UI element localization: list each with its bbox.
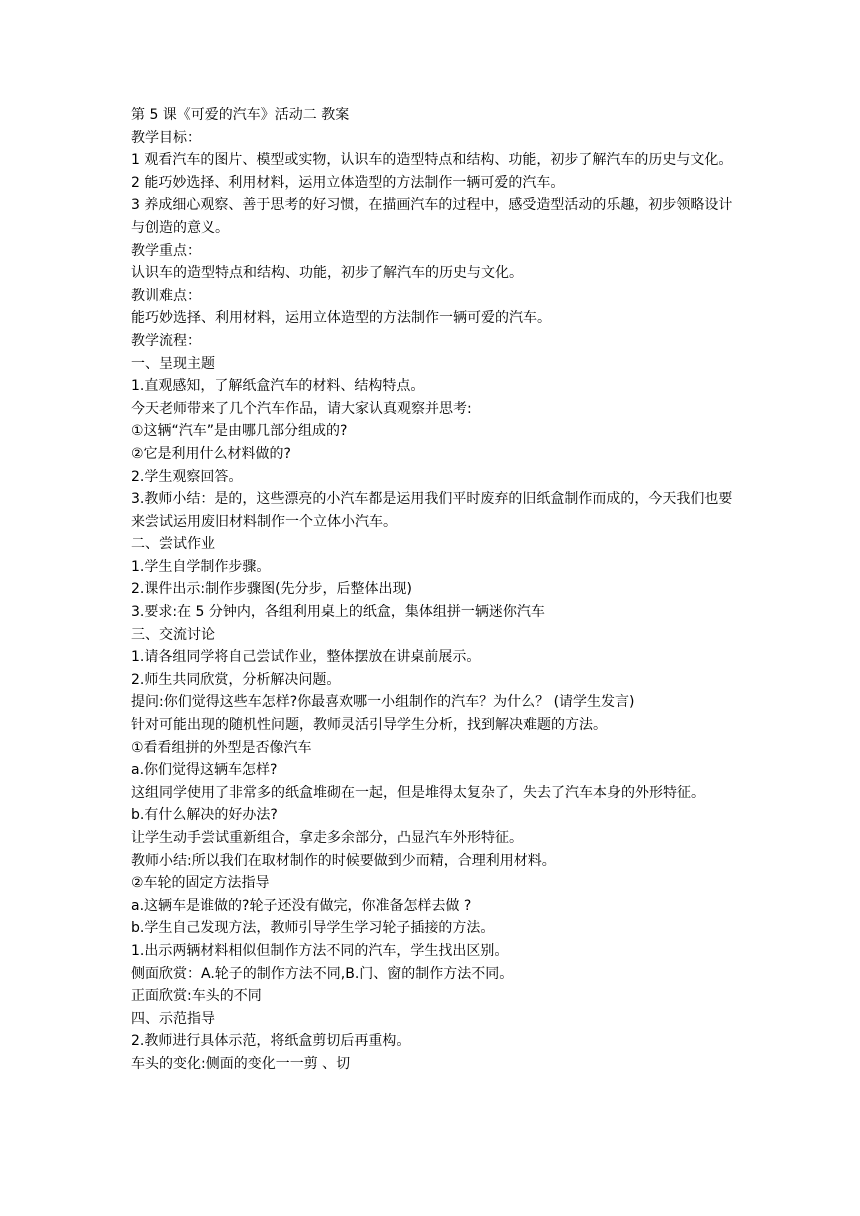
paragraph: 2.师生共同欣赏，分析解决问题。 bbox=[131, 671, 341, 688]
paragraph: 2.课件出示:制作步骤图(先分步，后整体出现) bbox=[131, 581, 412, 598]
paragraph: 让学生动手尝试重新组合，拿走多余部分，凸显汽车外形特征。 bbox=[131, 830, 523, 846]
section-heading-2: 二、尝试作业 bbox=[131, 536, 215, 553]
paragraph: 3.要求:在 5 分钟内，各组利用桌上的纸盒，集体组拼一辆迷你汽车 bbox=[131, 604, 545, 621]
paragraph: 1.学生自学制作步骤。 bbox=[131, 558, 271, 575]
goal-item-1: 1 观看汽车的图片、模型或实物，认识车的造型特点和结构、功能，初步了解汽车的历史与文化。 bbox=[131, 152, 733, 169]
heading-process: 教学流程： bbox=[131, 332, 201, 349]
difficulties-text: 能巧妙选择、利用材料，运用立体造型的方法制作一辆可爱的汽车。 bbox=[131, 310, 551, 327]
paragraph: 正面欣赏:车头的不同 bbox=[131, 988, 262, 1005]
paragraph: 这组同学使用了非常多的纸盒堆砌在一起，但是堆得太复杂了，失去了汽车本身的外形特征。 bbox=[131, 784, 705, 801]
key-points-text: 认识车的造型特点和结构、功能，初步了解汽车的历史与文化。 bbox=[131, 265, 523, 282]
paragraph: 侧面欣赏：A.轮子的制作方法不同,B.门、窗的制作方法不同。 bbox=[131, 965, 514, 982]
document-title: 第 5 课《可爱的汽车》活动二 教案 bbox=[131, 107, 350, 123]
section-heading-4: 四、示范指导 bbox=[131, 1010, 215, 1027]
document-body bbox=[131, 104, 741, 1076]
section-heading-3: 三、交流讨论 bbox=[131, 626, 215, 643]
paragraph: ①这辆“汽车”是由哪几部分组成的? bbox=[131, 423, 348, 440]
goal-item-3: 3 养成细心观察、善于思考的好习惯，在描画汽车的过程中，感受造型活动的乐趣，初步领略设计与创造的意义。 bbox=[131, 197, 733, 236]
paragraph: 车头的变化:侧面的变化一一剪 、切 bbox=[131, 1055, 351, 1072]
paragraph: 教师小结:所以我们在取材制作的时候要做到少而精，合理利用材料。 bbox=[131, 852, 556, 869]
paragraph: 2.教师进行具体示范，将纸盒剪切后再重构。 bbox=[131, 1033, 411, 1050]
goal-item-2: 2 能巧妙选择、利用材料，运用立体造型的方法制作一辆可爱的汽车。 bbox=[131, 174, 565, 191]
paragraph: 3.教师小结：是的，这些漂亮的小汽车都是运用我们平时废弃的旧纸盒制作而成的，今天我们也要来尝试运用废旧材料制作一个立体小汽车。 bbox=[131, 491, 733, 530]
paragraph: 2.学生观察回答。 bbox=[131, 468, 243, 485]
paragraph: ②它是利用什么材料做的? bbox=[131, 445, 291, 462]
paragraph: 1.直观感知，了解纸盒汽车的材料、结构特点。 bbox=[131, 378, 425, 395]
paragraph: b.学生自己发现方法，教师引导学生学习轮子插接的方法。 bbox=[131, 920, 495, 937]
paragraph: 提问:你们觉得这些车怎样?你最喜欢哪一小组制作的汽车？为什么？ (请学生发言) bbox=[131, 694, 635, 711]
paragraph: ②车轮的固定方法指导 bbox=[131, 875, 270, 892]
paragraph: 1.出示两辆材料相似但制作方法不同的汽车，学生找出区别。 bbox=[131, 942, 509, 959]
heading-teaching-goals: 教学目标： bbox=[131, 129, 201, 146]
paragraph: ①看看组拼的外型是否像汽车 bbox=[131, 739, 312, 756]
paragraph: 今天老师带来了几个汽车作品，请大家认真观察并思考: bbox=[131, 400, 472, 417]
section-heading-1: 一、呈现主题 bbox=[131, 355, 215, 372]
paragraph: a.你们觉得这辆车怎样? bbox=[131, 762, 278, 779]
heading-difficulties: 教训难点： bbox=[131, 287, 201, 304]
heading-key-points: 教学重点： bbox=[131, 242, 201, 259]
paragraph: a.这辆车是谁做的?轮子还没有做完，你准备怎样去做 ? bbox=[131, 897, 472, 914]
paragraph: 针对可能出现的随机性问题，教师灵活引导学生分析，找到解决难题的方法。 bbox=[131, 717, 607, 734]
paragraph: b.有什么解决的好办法? bbox=[131, 807, 278, 824]
paragraph: 1.请各组同学将自己尝试作业，整体摆放在讲桌前展示。 bbox=[131, 649, 481, 666]
